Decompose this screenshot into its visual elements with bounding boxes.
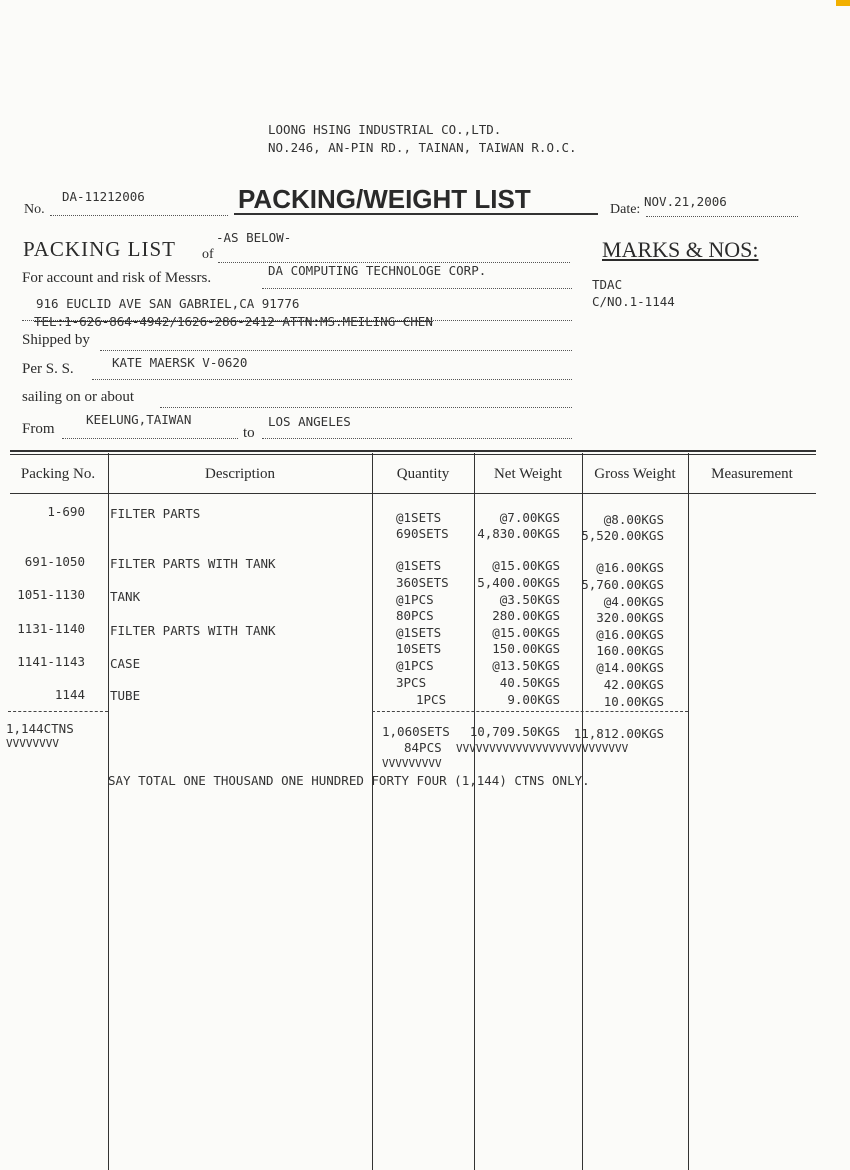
col-divider-3 xyxy=(474,453,475,1170)
sailing-label: sailing on or about xyxy=(22,389,135,405)
row-net-weight: @15.00KGS xyxy=(492,625,560,640)
sailing-line xyxy=(160,407,572,408)
row-quantity: 10SETS xyxy=(396,641,442,656)
row-gross-weight: @8.00KGS xyxy=(603,512,664,527)
col-divider-4 xyxy=(582,453,583,1170)
col-divider-2 xyxy=(372,453,373,1170)
table-top-rule-2 xyxy=(10,454,816,455)
row-net-weight: 40.50KGS xyxy=(499,675,560,690)
row-quantity: @1SETS xyxy=(396,558,442,573)
doc-no-line xyxy=(50,215,228,216)
totals-rule-right xyxy=(372,711,688,712)
row-description: TUBE xyxy=(110,688,141,703)
doc-no-value: DA-11212006 xyxy=(62,189,145,204)
total-net-weight: 10,709.50KGS xyxy=(469,724,560,739)
row-packing-no: 1141-1143 xyxy=(17,654,85,669)
row-net-weight: @7.00KGS xyxy=(499,510,560,525)
row-net-weight: @15.00KGS xyxy=(492,558,560,573)
marks-line2: C/NO.1-1144 xyxy=(592,294,675,309)
row-description: FILTER PARTS xyxy=(110,506,201,521)
row-packing-no: 691-1050 xyxy=(24,554,85,569)
col-divider-1 xyxy=(108,453,109,1170)
row-packing-no: 1144 xyxy=(54,687,85,702)
row-quantity: @1SETS xyxy=(396,625,442,640)
corner-tab xyxy=(836,0,850,6)
row-gross-weight: @16.00KGS xyxy=(596,627,664,642)
account-line xyxy=(262,288,572,289)
per-ss-label: Per S. S. xyxy=(22,361,74,377)
row-net-weight: @13.50KGS xyxy=(492,658,560,673)
row-net-weight: 150.00KGS xyxy=(492,641,560,656)
row-quantity: 3PCS xyxy=(396,675,427,690)
total-cartons: 1,144CTNS xyxy=(6,721,74,736)
row-net-weight: 9.00KGS xyxy=(507,692,560,707)
address-dotline xyxy=(22,320,572,321)
row-description: FILTER PARTS WITH TANK xyxy=(110,623,276,638)
header-gross-weight: Gross Weight xyxy=(594,466,676,482)
row-gross-weight: 5,760.00KGS xyxy=(581,577,664,592)
of-value: -AS BELOW- xyxy=(216,230,292,245)
row-gross-weight: @14.00KGS xyxy=(596,660,664,675)
to-line xyxy=(262,438,572,439)
company-address: NO.246, AN-PIN RD., TAINAN, TAIWAN R.O.C. xyxy=(268,140,577,155)
from-value: KEELUNG,TAIWAN xyxy=(86,412,192,427)
row-gross-weight: @4.00KGS xyxy=(603,594,664,609)
row-gross-weight: 5,520.00KGS xyxy=(581,528,664,543)
table-header-rule xyxy=(10,493,816,494)
of-label: of xyxy=(202,247,214,262)
total-cartons-v: VVVVVVVV xyxy=(6,737,59,750)
date-value: NOV.21,2006 xyxy=(644,194,727,209)
date-label: Date: xyxy=(610,202,641,217)
tel-line: TEL:1-626-864-4942/1626-286-2412 ATTN:MS.MEILING CHEN xyxy=(34,314,433,329)
row-quantity: @1PCS xyxy=(396,592,434,607)
marks-line1: TDAC xyxy=(592,277,623,292)
row-gross-weight: 320.00KGS xyxy=(596,610,664,625)
row-quantity: 1PCS xyxy=(416,692,447,707)
row-quantity: 80PCS xyxy=(396,608,434,623)
row-description: TANK xyxy=(110,589,141,604)
header-measurement: Measurement xyxy=(711,466,793,482)
row-description: CASE xyxy=(110,656,141,671)
doc-no-label: No. xyxy=(24,202,45,217)
address-line: 916 EUCLID AVE SAN GABRIEL,CA 91776 xyxy=(36,296,300,311)
header-description: Description xyxy=(205,466,275,482)
col-divider-5 xyxy=(688,453,689,1170)
total-quantity: 1,060SETS xyxy=(382,724,450,739)
date-line xyxy=(646,216,798,217)
row-description: FILTER PARTS WITH TANK xyxy=(110,556,276,571)
row-gross-weight: 10.00KGS xyxy=(603,694,664,709)
packing-list-label: PACKING LIST xyxy=(23,237,176,261)
row-net-weight: @3.50KGS xyxy=(499,592,560,607)
row-packing-no: 1051-1130 xyxy=(17,587,85,602)
company-name: LOONG HSING INDUSTRIAL CO.,LTD. xyxy=(268,122,502,137)
account-value: DA COMPUTING TECHNOLOGE CORP. xyxy=(268,263,487,278)
row-quantity: @1PCS xyxy=(396,658,434,673)
row-quantity: 690SETS xyxy=(396,526,449,541)
to-value: LOS ANGELES xyxy=(268,414,351,429)
table-top-rule xyxy=(10,450,816,452)
shipped-label: Shipped by xyxy=(22,332,90,348)
total-v-line: VVVVVVVVVVVVVVVVVVVVVVVVVV xyxy=(456,742,629,755)
say-total: SAY TOTAL ONE THOUSAND ONE HUNDRED FORTY FOUR (1,144) CTNS ONLY. xyxy=(108,773,590,788)
row-packing-no: 1131-1140 xyxy=(17,621,85,636)
row-gross-weight: 42.00KGS xyxy=(603,677,664,692)
totals-rule-left xyxy=(8,711,108,712)
title-underline xyxy=(234,213,598,215)
row-quantity: 360SETS xyxy=(396,575,449,590)
doc-title: PACKING/WEIGHT LIST xyxy=(238,184,531,214)
per-ss-line xyxy=(92,379,572,380)
header-packing-no: Packing No. xyxy=(20,466,96,482)
account-label: For account and risk of Messrs. xyxy=(22,270,212,286)
header-net-weight: Net Weight xyxy=(493,466,563,482)
row-quantity: @1SETS xyxy=(396,510,442,525)
row-gross-weight: 160.00KGS xyxy=(596,643,664,658)
to-label: to xyxy=(243,425,255,441)
row-net-weight: 5,400.00KGS xyxy=(477,575,560,590)
from-line xyxy=(62,438,238,439)
row-net-weight: 4,830.00KGS xyxy=(477,526,560,541)
row-net-weight: 280.00KGS xyxy=(492,608,560,623)
shipped-line xyxy=(100,350,572,351)
total-pieces: 84PCS xyxy=(404,740,442,755)
row-gross-weight: @16.00KGS xyxy=(596,560,664,575)
marks-label: MARKS & NOS: xyxy=(602,237,759,262)
per-ss-value: KATE MAERSK V-0620 xyxy=(112,355,248,370)
total-v-line-2: VVVVVVVVV xyxy=(382,757,442,770)
header-quantity: Quantity xyxy=(396,466,450,482)
row-packing-no: 1-690 xyxy=(47,504,85,519)
total-gross-weight: 11,812.00KGS xyxy=(573,726,664,741)
from-label: From xyxy=(22,421,55,437)
